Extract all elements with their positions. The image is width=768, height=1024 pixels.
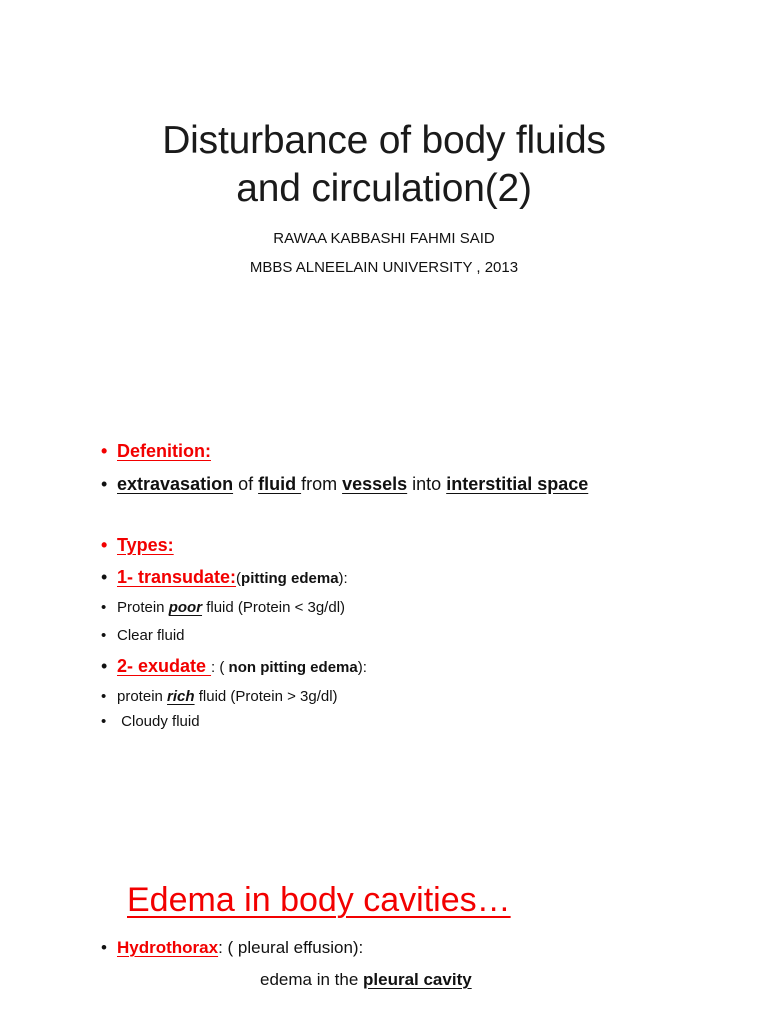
term-fluid: fluid bbox=[258, 474, 302, 494]
paren-close: ): bbox=[357, 659, 367, 676]
transudate-item-clear: • Clear fluid bbox=[101, 627, 185, 644]
term-vessels: vessels bbox=[342, 474, 408, 494]
slide-title-line2: and circulation(2) bbox=[236, 167, 532, 210]
paren-close: ): bbox=[338, 570, 348, 587]
text-edema-in-the: edema in the bbox=[260, 970, 364, 989]
author-affiliation: MBBS ALNEELAIN UNIVERSITY , 2013 bbox=[249, 259, 519, 276]
term-rich: rich bbox=[167, 688, 195, 705]
text-into: into bbox=[407, 474, 447, 494]
text-protein: Protein bbox=[117, 599, 169, 616]
text-from: from bbox=[301, 474, 343, 494]
transudate-label: 1- transudate: bbox=[117, 567, 237, 587]
paren-open: : ( bbox=[211, 659, 229, 676]
author-name: RAWAA KABBASHI FAHMI SAID bbox=[273, 230, 495, 247]
types-heading bbox=[101, 535, 174, 556]
paren-open: ( bbox=[236, 570, 242, 587]
text-of: of bbox=[233, 474, 259, 494]
exudate-item-cloudy: • Cloudy fluid bbox=[101, 713, 200, 730]
term-interstitial-space: interstitial space bbox=[446, 474, 589, 494]
text-fluid-lt: fluid (Protein < 3g/dl) bbox=[202, 599, 346, 616]
transudate-heading bbox=[101, 567, 348, 588]
exudate-desc: non pitting edema bbox=[228, 659, 358, 676]
text-fluid-gt: fluid (Protein > 3g/dl) bbox=[194, 688, 338, 705]
term-pleural-cavity: pleural cavity bbox=[363, 970, 472, 989]
definition-label: Defenition: bbox=[117, 441, 211, 461]
text-protein: protein bbox=[117, 688, 168, 705]
pleural-cavity-line bbox=[260, 970, 472, 990]
term-extravasation: extravasation bbox=[117, 474, 234, 494]
slide-title-line1: Disturbance of body fluids bbox=[162, 119, 606, 162]
hydrothorax-line bbox=[101, 938, 363, 958]
cavities-heading: Edema in body cavities… bbox=[127, 881, 511, 919]
definition-text bbox=[101, 474, 588, 495]
definition-heading bbox=[101, 441, 211, 462]
hydrothorax-label: Hydrothorax bbox=[117, 938, 219, 957]
transudate-desc: pitting edema bbox=[241, 570, 339, 587]
exudate-item-protein bbox=[101, 688, 338, 705]
types-label: Types: bbox=[117, 535, 174, 555]
exudate-label: 2- exudate bbox=[117, 656, 212, 676]
hydrothorax-desc: : ( pleural effusion): bbox=[218, 938, 364, 957]
transudate-item-protein bbox=[101, 599, 345, 616]
term-poor: poor bbox=[168, 599, 203, 616]
exudate-heading bbox=[101, 656, 367, 677]
